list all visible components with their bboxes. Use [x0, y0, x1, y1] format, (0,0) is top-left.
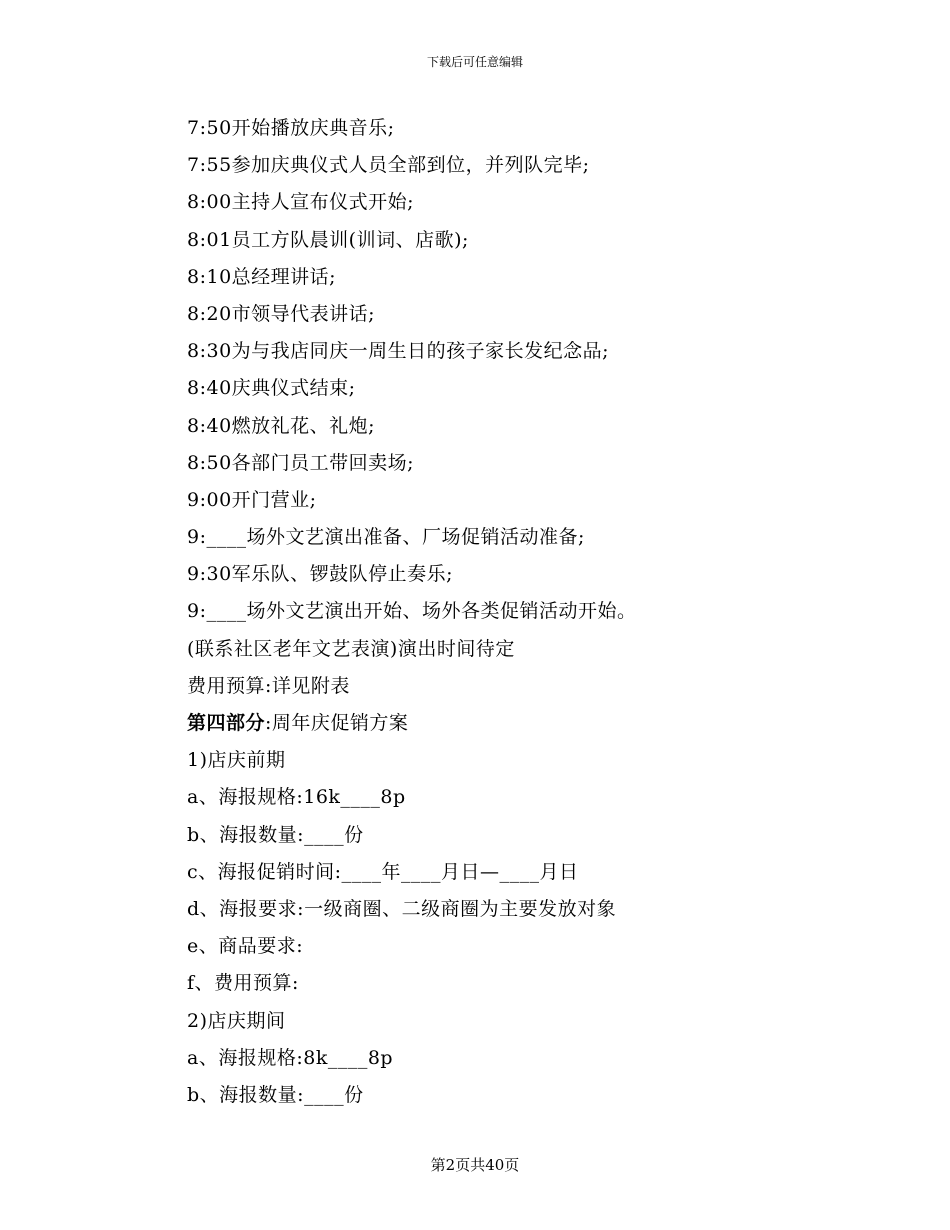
section-heading: [187, 705, 887, 742]
text-line: c、海报促销时间:____年____月日—____月日: [187, 860, 579, 883]
text-line: 2)店庆期间: [187, 1009, 286, 1032]
text-line: 9:____场外文艺演出准备、厂场促销活动准备;: [187, 526, 585, 549]
text-line: 7:50开始播放庆典音乐;: [187, 117, 395, 139]
text-line: a、海报规格:8k____8p: [187, 1046, 394, 1069]
text-line: 9:00开门营业;: [187, 488, 317, 511]
document-body: [187, 110, 887, 1114]
text-line: f、费用预算:: [187, 972, 299, 995]
text-line: 1)店庆前期: [187, 749, 286, 772]
text-line: 9:30军乐队、锣鼓队停止奏乐;: [187, 563, 454, 586]
text-line: b、海报数量:____份: [187, 823, 364, 846]
text-line: 8:50各部门员工带回卖场;: [187, 451, 415, 474]
text-line: 8:30为与我店同庆一周生日的孩子家长发纪念品;: [187, 340, 610, 363]
page-footer: 第2页共40页: [430, 1156, 520, 1174]
text-line: 9:____场外文艺演出开始、场外各类促销活动开始。: [187, 600, 637, 623]
text-line: 8:40燃放礼花、礼炮;: [187, 414, 376, 437]
text-line: 8:20市领导代表讲话;: [187, 302, 376, 325]
text-line: e、商品要求:: [187, 935, 304, 958]
section-heading-bold: 第四部分: [187, 712, 266, 734]
text-line: 7:55参加庆典仪式人员全部到位，并列队完毕;: [187, 154, 590, 177]
section-heading-rest: :周年庆促销方案: [265, 712, 409, 734]
page-header: 下载后可任意编辑: [426, 55, 523, 69]
text-line: a、海报规格:16k____8p: [187, 786, 406, 809]
text-line: 8:01员工方队晨训(训词、店歌);: [187, 228, 469, 251]
text-line: b、海报数量:____份: [187, 1083, 364, 1106]
text-line: d、海报要求:一级商圈、二级商圈为主要发放对象: [187, 897, 617, 920]
text-line: 8:00主持人宣布仪式开始;: [187, 191, 415, 214]
text-line: (联系社区老年文艺表演)演出时间待定: [187, 637, 515, 660]
text-line: 8:40庆典仪式结束;: [187, 377, 356, 400]
text-line: 费用预算:详见附表: [187, 674, 350, 697]
text-line: 8:10总经理讲话;: [187, 265, 337, 288]
